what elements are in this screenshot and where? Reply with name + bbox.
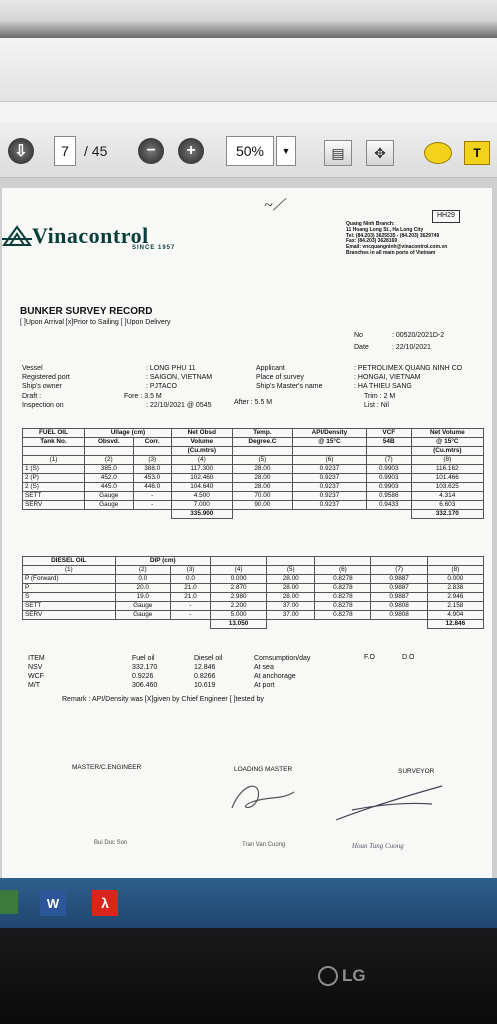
signature-title: SURVEYOR (398, 768, 435, 775)
cell: 4.314 (411, 492, 483, 501)
signer-name: Bui Duc Son (94, 840, 128, 846)
vessel-values (124, 364, 212, 410)
field-value: : HA THIEU SANG (354, 383, 412, 391)
cell: 0.9903 (366, 465, 411, 474)
branch-line: Fax: (84.203) 3628169 (346, 238, 398, 245)
column-index: (4) (210, 566, 266, 575)
taskbar (0, 878, 497, 928)
header-cell: Obsvd. (84, 438, 133, 447)
header-cell: @ 15°C (293, 438, 367, 447)
signer-name: Tran Van Cuong (242, 842, 286, 848)
cell: 4.904 (427, 611, 483, 620)
applicant-values (354, 364, 462, 410)
cell: 453.0 (133, 474, 171, 483)
cell: 37.00 (267, 602, 315, 611)
cell: S (23, 593, 116, 602)
cell: 0.9808 (371, 611, 427, 620)
chevron-down-icon: ▼ (281, 146, 291, 156)
cell: 2.200 (210, 602, 266, 611)
cell: 104.640 (171, 483, 232, 492)
fuel-total-net: 332.170 (411, 510, 483, 519)
company-name: Vinacontrol (32, 223, 149, 248)
loading-master-signature-icon (222, 778, 302, 814)
cell: 0.9808 (371, 602, 427, 611)
cell: 2.158 (427, 602, 483, 611)
header-cell: Corr. (133, 438, 171, 447)
cell: 103.625 (411, 483, 483, 492)
handwritten-note: ~⟋ (264, 197, 284, 214)
cell: 445.0 (84, 483, 133, 492)
cell: 20.0 (115, 584, 170, 593)
header-cell: DIESEL OIL (23, 557, 116, 566)
previous-page-button[interactable] (8, 136, 34, 166)
record-date-value: : 22/10/2021 (392, 344, 431, 351)
plus-icon: + (178, 138, 204, 164)
field-label: Inspection on (22, 401, 64, 409)
cell: 2.980 (210, 593, 266, 602)
summary-value: 0.8266 (194, 673, 216, 681)
reference-code: HH29 (432, 210, 460, 223)
column-index: (8) (427, 566, 483, 575)
cell: 0.9887 (371, 593, 427, 602)
field-value: : HONGAI, VIETNAM (354, 374, 421, 382)
header-cell: Net Obsd (171, 429, 232, 438)
cell: 0.9237 (293, 474, 367, 483)
summary-value: 332.170 (132, 664, 158, 672)
field-label: Place of survey (256, 374, 304, 382)
cell: 2.946 (427, 593, 483, 602)
pdf-icon[interactable]: λ (92, 890, 118, 916)
document-title: BUNKER SURVEY RECORD (20, 306, 153, 317)
cell: 1 (S) (23, 465, 85, 474)
cell: 0.0 (170, 575, 210, 584)
column-index: (6) (293, 456, 367, 465)
cell: 2 (S) (23, 483, 85, 492)
cell: Gauge (84, 492, 133, 501)
cell: 385.0 (84, 465, 133, 474)
diesel-total-observed: 13.050 (210, 620, 266, 629)
page-total: / 45 (84, 143, 108, 159)
header-cell: FUEL OIL (23, 429, 85, 438)
document-subtitle: [ ]Upon Arrival [x]Prior to Sailing [ ]Upon Delivery (20, 319, 171, 326)
cell: 28.00 (267, 584, 315, 593)
cell: 7.000 (171, 501, 232, 510)
comment-icon (424, 142, 452, 164)
cell: 101.466 (411, 474, 483, 483)
diesel-total-net: 12.846 (427, 620, 483, 629)
vessel-labels (22, 364, 70, 410)
summary-diesel (194, 654, 222, 690)
header-cell: Volume (171, 438, 232, 447)
fit-page-icon: ✥ (366, 140, 394, 166)
cell: 0.9586 (366, 492, 411, 501)
cell: 28.00 (267, 593, 315, 602)
header-cell: (Cu.mtrs) (171, 447, 232, 456)
remark: Remark : API/Density was [X]given by Chief Engineer [ ]tested by (62, 696, 264, 703)
cell: P (Forward) (23, 575, 116, 584)
cell: 21.0 (170, 584, 210, 593)
summary-value: Fuel oil (132, 655, 155, 662)
header-cell: VCF (366, 429, 411, 438)
field-label: Vessel (22, 365, 43, 372)
table-row (23, 501, 484, 510)
excel-icon[interactable] (0, 890, 18, 914)
summary-labels (28, 654, 45, 690)
record-date-label: Date (354, 344, 369, 351)
field-value: List : Nil (364, 401, 389, 409)
field-label: Applicant (256, 365, 285, 372)
monitor-logo (318, 966, 366, 986)
fuel-total-observed: 335.900 (171, 510, 232, 519)
cell: 0.000 (210, 575, 266, 584)
branch-line: Email: vncquangninh@vinacontrol.com.vn (346, 244, 448, 250)
branch-line: Quang Ninh Branch: (346, 221, 395, 227)
field-value: : SAIGON, VIETNAM (146, 374, 213, 382)
cell: 21.0 (170, 593, 210, 602)
summary-value: At anchorage (254, 673, 296, 681)
header-cell: Tank No. (23, 438, 85, 447)
column-index: (3) (133, 456, 171, 465)
zoom-level-select[interactable]: 50% (226, 136, 274, 166)
summary-label: WCF (28, 673, 44, 681)
cell: 0.8278 (315, 602, 371, 611)
monitor-bezel-bottom (0, 928, 497, 1024)
cell: 28.00 (232, 465, 292, 474)
cell: 0.0 (115, 575, 170, 584)
cell: SERV (23, 611, 116, 620)
branch-line: Branches in all main ports of Vietnam (346, 249, 436, 256)
cell: 0.9237 (293, 465, 367, 474)
vinacontrol-logo-icon (2, 225, 32, 247)
surveyor-signature-icon (332, 780, 452, 824)
cell: 28.00 (267, 575, 315, 584)
minus-icon: − (138, 138, 164, 164)
header-cell (232, 447, 292, 456)
cell: 388.0 (133, 465, 171, 474)
diesel-oil-table (22, 556, 484, 629)
company-logo (2, 222, 149, 250)
table-row (23, 575, 484, 584)
field-label: Draft : (22, 392, 42, 400)
cell: 0.9237 (293, 483, 367, 492)
summary-value: At sea (254, 664, 274, 672)
table-row (23, 492, 484, 501)
field-label: Ship's Master's name (256, 383, 323, 391)
summary-value: Diesel oil (194, 655, 223, 662)
header-cell: Temp. (232, 429, 292, 438)
summary-label: NSV (28, 664, 43, 672)
zoom-in-button[interactable] (178, 136, 204, 166)
applicant-labels (256, 364, 322, 392)
header-cell (366, 447, 411, 456)
header-cell: API/Density (293, 429, 367, 438)
header-cell (293, 447, 367, 456)
field-value: Fore : 3.5 M (124, 392, 162, 400)
summary-consumption (254, 654, 310, 690)
field-label: Ship's owner (22, 383, 62, 391)
column-index: (2) (115, 566, 170, 575)
header-cell: @ 15°C (411, 438, 483, 447)
cell: SERV (23, 501, 85, 510)
summary-value: 10.619 (194, 682, 216, 690)
cell: Gauge (84, 501, 133, 510)
draft-after: After : 5.5 M (234, 399, 273, 406)
word-icon[interactable]: W (40, 890, 66, 916)
cell: 4.500 (171, 492, 232, 501)
cell: 28.00 (232, 483, 292, 492)
header-cell: (Cu.mtrs) (411, 447, 483, 456)
summary-do: D.O (402, 654, 415, 661)
cell: - (170, 611, 210, 620)
fit-page-button[interactable] (366, 138, 394, 168)
column-index: (1) (23, 456, 85, 465)
cell: 5.000 (210, 611, 266, 620)
header-cell (84, 447, 133, 456)
cell: SETT (23, 602, 116, 611)
cell: 0.000 (427, 575, 483, 584)
cell: 0.8278 (315, 611, 371, 620)
cell: P (23, 584, 116, 593)
cell: 19.0 (115, 593, 170, 602)
cell: 2 (P) (23, 474, 85, 483)
cell: 37.00 (267, 611, 315, 620)
field-value: : PETROLIMEX QUANG NINH CO (354, 365, 463, 372)
summary-label: ITEM (28, 655, 45, 662)
field-value: : PJTACO (146, 383, 177, 391)
cell: 446.0 (133, 483, 171, 492)
header-cell: Net Volume (411, 429, 483, 438)
column-index: (8) (411, 456, 483, 465)
company-since: SINCE 1957 (132, 245, 176, 251)
column-index: (4) (171, 456, 232, 465)
cell: 70.00 (232, 492, 292, 501)
cell: 117.300 (171, 465, 232, 474)
cell: 2.870 (210, 584, 266, 593)
cell: 0.8278 (315, 584, 371, 593)
header-cell (23, 447, 85, 456)
record-no-label: No (354, 332, 363, 339)
zoom-dropdown-button[interactable] (276, 136, 296, 166)
column-index: (6) (315, 566, 371, 575)
cell: - (170, 602, 210, 611)
cell: Gauge (115, 602, 170, 611)
cell: 0.8278 (315, 593, 371, 602)
total-row (23, 620, 484, 629)
arrow-down-icon: ⇩ (8, 138, 34, 164)
cell: 0.9433 (366, 501, 411, 510)
header-cell: Ullage (cm) (84, 429, 171, 438)
document-page (2, 188, 492, 888)
header-cell: DIP (cm) (115, 557, 210, 566)
header-cell: Degree.C (232, 438, 292, 447)
cell: 102.460 (171, 474, 232, 483)
table-row (23, 465, 484, 474)
cell: 0.9887 (371, 584, 427, 593)
total-row (23, 510, 484, 519)
header-cell: 54B (366, 438, 411, 447)
field-value: : 22/10/2021 @ 0545 (146, 401, 212, 409)
table-row (23, 602, 484, 611)
column-index: (1) (23, 566, 116, 575)
summary-value: 12.846 (194, 664, 216, 672)
cell: 90.00 (232, 501, 292, 510)
column-index: (5) (232, 456, 292, 465)
table-row (23, 584, 484, 593)
monitor-brand: LG (342, 966, 366, 985)
fuel-oil-table (22, 428, 484, 519)
branch-line: Tel: (84.203) 3625535 - (84.203) 3629749 (346, 232, 440, 239)
zoom-out-button[interactable] (138, 136, 164, 166)
cell: 0.9887 (371, 575, 427, 584)
summary-value: 0.9226 (132, 673, 154, 681)
lg-logo-icon (318, 966, 338, 986)
cell: 0.9237 (293, 492, 367, 501)
cell: 0.9903 (366, 483, 411, 492)
summary-label: M/T (28, 682, 41, 690)
cell: SETT (23, 492, 85, 501)
column-index: (7) (371, 566, 427, 575)
pdf-toolbar (0, 122, 497, 178)
summary-value: Comsumption/day (254, 655, 311, 662)
record-no-value: : 00520/2021D-2 (392, 332, 445, 339)
cell: 2.838 (427, 584, 483, 593)
cell: 0.9903 (366, 474, 411, 483)
branch-line: 11 Hoang Long St., Ha Long City (346, 226, 424, 233)
cell: 6.603 (411, 501, 483, 510)
fit-width-icon: ▤ (324, 140, 352, 166)
column-index: (2) (84, 456, 133, 465)
column-index: (5) (267, 566, 315, 575)
summary-value: At port (254, 682, 275, 690)
table-row (23, 611, 484, 620)
fit-width-button[interactable] (324, 138, 352, 168)
column-index: (7) (366, 456, 411, 465)
branch-info (346, 222, 447, 257)
cell: 452.0 (84, 474, 133, 483)
summary-fuel (132, 654, 157, 690)
signature-title: MASTER/C.ENGINEER (72, 764, 142, 771)
cell: - (133, 501, 171, 510)
cell: 28.00 (232, 474, 292, 483)
text-tool-icon: T (464, 141, 490, 165)
comment-button[interactable] (424, 138, 452, 168)
highlight-button[interactable] (464, 138, 490, 168)
summary-value: 306.460 (132, 682, 158, 690)
table-row (23, 593, 484, 602)
cell: 116.162 (411, 465, 483, 474)
field-label: Registered port (22, 374, 70, 382)
header-cell (133, 447, 171, 456)
cell: - (133, 492, 171, 501)
field-value: : LONG PHU 11 (146, 365, 196, 372)
menu-bar (0, 38, 497, 102)
column-index: (3) (170, 566, 210, 575)
signer-name: Hoan Tung Cuong (352, 842, 404, 850)
cell: 0.9237 (293, 501, 367, 510)
field-value: Trim : 2 M (364, 392, 396, 400)
summary-fo: F.O (364, 654, 375, 661)
table-row (23, 483, 484, 492)
signature-title: LOADING MASTER (234, 766, 293, 773)
page-number-input[interactable]: 7 (54, 136, 76, 166)
cell: 0.8278 (315, 575, 371, 584)
cell: Gauge (115, 611, 170, 620)
table-row (23, 474, 484, 483)
